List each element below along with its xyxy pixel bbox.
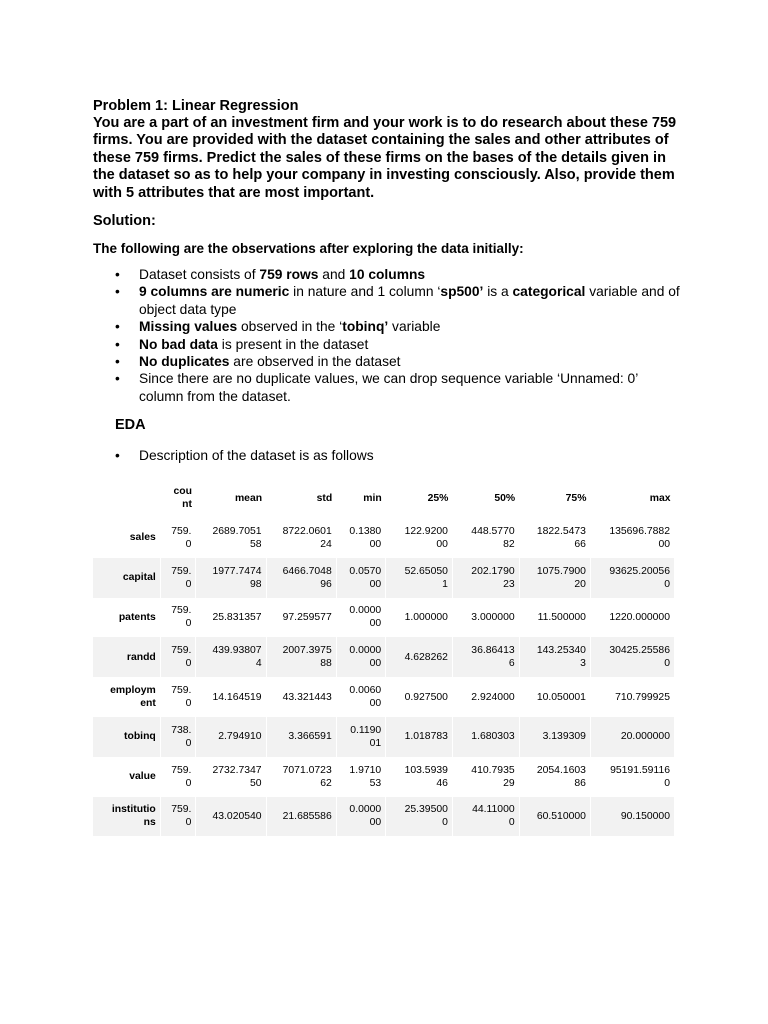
document-page: [93, 97, 683, 465]
table-cell: 202.179023: [452, 558, 519, 598]
table-cell: 1075.790020: [519, 558, 590, 598]
row-label: value: [93, 757, 160, 797]
table-cell: 3.366591: [266, 717, 336, 757]
table-cell: 10.050001: [519, 677, 590, 717]
column-header: mean: [234, 492, 263, 504]
table-cell: 0.119001: [336, 717, 385, 757]
table-cell: 759.0: [160, 558, 196, 598]
list-item: • Missing values observed in the ‘tobinq’ variable: [115, 319, 441, 335]
solution-label: Solution:: [93, 213, 156, 230]
row-label: employment: [93, 677, 160, 717]
table-cell: 4.628262: [386, 637, 453, 677]
row-label: patents: [93, 598, 160, 638]
table-cell: 448.577082: [452, 518, 519, 558]
column-header: count: [173, 486, 192, 510]
table-cell: 20.000000: [590, 717, 674, 757]
eda-list: [93, 447, 683, 464]
column-header: 25%: [427, 492, 449, 504]
observations-heading: The following are the observations after exploring the data initially:: [93, 241, 524, 257]
problem-statement: You are a part of an investment firm and your work is to do research about these 759 firms. You are provided with the dataset containing the sales and other attributes of these 759 firms. Predict the sales of these firms on the bases of the details given in the dataset so as to help your company in investing consciously. Also, provide them with 5 attributes that are most important.: [93, 115, 677, 201]
problem-title: Problem 1: Linear Regression: [93, 98, 299, 114]
table-cell: 6466.704896: [266, 558, 336, 598]
table-row: [93, 717, 675, 757]
table-cell: 759.0: [160, 757, 196, 797]
table-cell: 52.650501: [386, 558, 453, 598]
table-cell: 759.0: [160, 677, 196, 717]
table-row: [93, 518, 675, 558]
table-cell: 3.000000: [452, 598, 519, 638]
list-item: • No duplicates are observed in the dataset: [115, 354, 401, 370]
table-cell: 8722.060124: [266, 518, 336, 558]
column-header: 50%: [494, 492, 516, 504]
list-item: • 9 columns are numeric in nature and 1 column ‘sp500’ is a categorical variable and of object data type: [115, 284, 680, 317]
list-item: • Dataset consists of 759 rows and 10 columns: [115, 267, 426, 283]
table-cell: 25.831357: [196, 598, 266, 638]
table-cell: 1.000000: [386, 598, 453, 638]
table-cell: 0.000000: [336, 797, 385, 837]
describe-table: [93, 478, 675, 836]
table-cell: 7071.072362: [266, 757, 336, 797]
table-cell: 2689.705158: [196, 518, 266, 558]
column-header: std: [316, 492, 333, 504]
table-cell: 410.793529: [452, 757, 519, 797]
table-cell: 21.685586: [266, 797, 336, 837]
corner-cell: [93, 478, 160, 518]
row-label: institutions: [93, 797, 160, 837]
table-cell: 3.139309: [519, 717, 590, 757]
table-cell: 759.0: [160, 797, 196, 837]
table-cell: 143.253403: [519, 637, 590, 677]
table-row: [93, 558, 675, 598]
table-cell: 30425.255860: [590, 637, 674, 677]
table-cell: 1977.747498: [196, 558, 266, 598]
row-label: randd: [93, 637, 160, 677]
table-cell: 1220.000000: [590, 598, 674, 638]
list-item: • No bad data is present in the dataset: [115, 336, 369, 352]
table-cell: 2054.160386: [519, 757, 590, 797]
table-cell: 759.0: [160, 598, 196, 638]
table-cell: 135696.788200: [590, 518, 674, 558]
list-item: • Description of the dataset is as follows: [115, 448, 374, 464]
row-label: tobinq: [93, 717, 160, 757]
table-cell: 1.018783: [386, 717, 453, 757]
table-cell: 93625.200560: [590, 558, 674, 598]
table-cell: 11.500000: [519, 598, 590, 638]
table-row: [93, 677, 675, 717]
table-cell: 2007.397588: [266, 637, 336, 677]
table-cell: 1.971053: [336, 757, 385, 797]
column-header: max: [649, 492, 671, 504]
table-row: [93, 598, 675, 638]
table-cell: 2732.734750: [196, 757, 266, 797]
table-cell: 43.020540: [196, 797, 266, 837]
table-cell: 0.927500: [386, 677, 453, 717]
table-cell: 0.006000: [336, 677, 385, 717]
table-row: [93, 757, 675, 797]
table-cell: 97.259577: [266, 598, 336, 638]
table-cell: 759.0: [160, 637, 196, 677]
table-cell: 710.799925: [590, 677, 674, 717]
row-label: capital: [93, 558, 160, 598]
table-cell: 2.794910: [196, 717, 266, 757]
column-header: min: [363, 492, 382, 504]
table-cell: 43.321443: [266, 677, 336, 717]
table-header-row: [93, 478, 675, 518]
table-row: [93, 797, 675, 837]
table-cell: 25.395000: [386, 797, 453, 837]
table-cell: 439.938074: [196, 637, 266, 677]
table-cell: 122.920000: [386, 518, 453, 558]
observations-list: [93, 266, 683, 405]
table-cell: 36.864136: [452, 637, 519, 677]
table-cell: 95191.591160: [590, 757, 674, 797]
table-cell: 2.924000: [452, 677, 519, 717]
table-row: [93, 637, 675, 677]
table-cell: 1.680303: [452, 717, 519, 757]
table-cell: 738.0: [160, 717, 196, 757]
table-cell: 103.593946: [386, 757, 453, 797]
table-cell: 60.510000: [519, 797, 590, 837]
table-cell: 44.110000: [452, 797, 519, 837]
table-cell: 759.0: [160, 518, 196, 558]
table-cell: 90.150000: [590, 797, 674, 837]
eda-heading: EDA: [115, 417, 146, 434]
column-header: 75%: [565, 492, 587, 504]
table-cell: 0.057000: [336, 558, 385, 598]
list-item: • Since there are no duplicate values, we can drop sequence variable ‘Unnamed: 0’ column from the dataset.: [115, 371, 638, 404]
table-cell: 0.138000: [336, 518, 385, 558]
table-cell: 14.164519: [196, 677, 266, 717]
table-cell: 1822.547366: [519, 518, 590, 558]
table-cell: 0.000000: [336, 598, 385, 638]
row-label: sales: [93, 518, 160, 558]
table-cell: 0.000000: [336, 637, 385, 677]
